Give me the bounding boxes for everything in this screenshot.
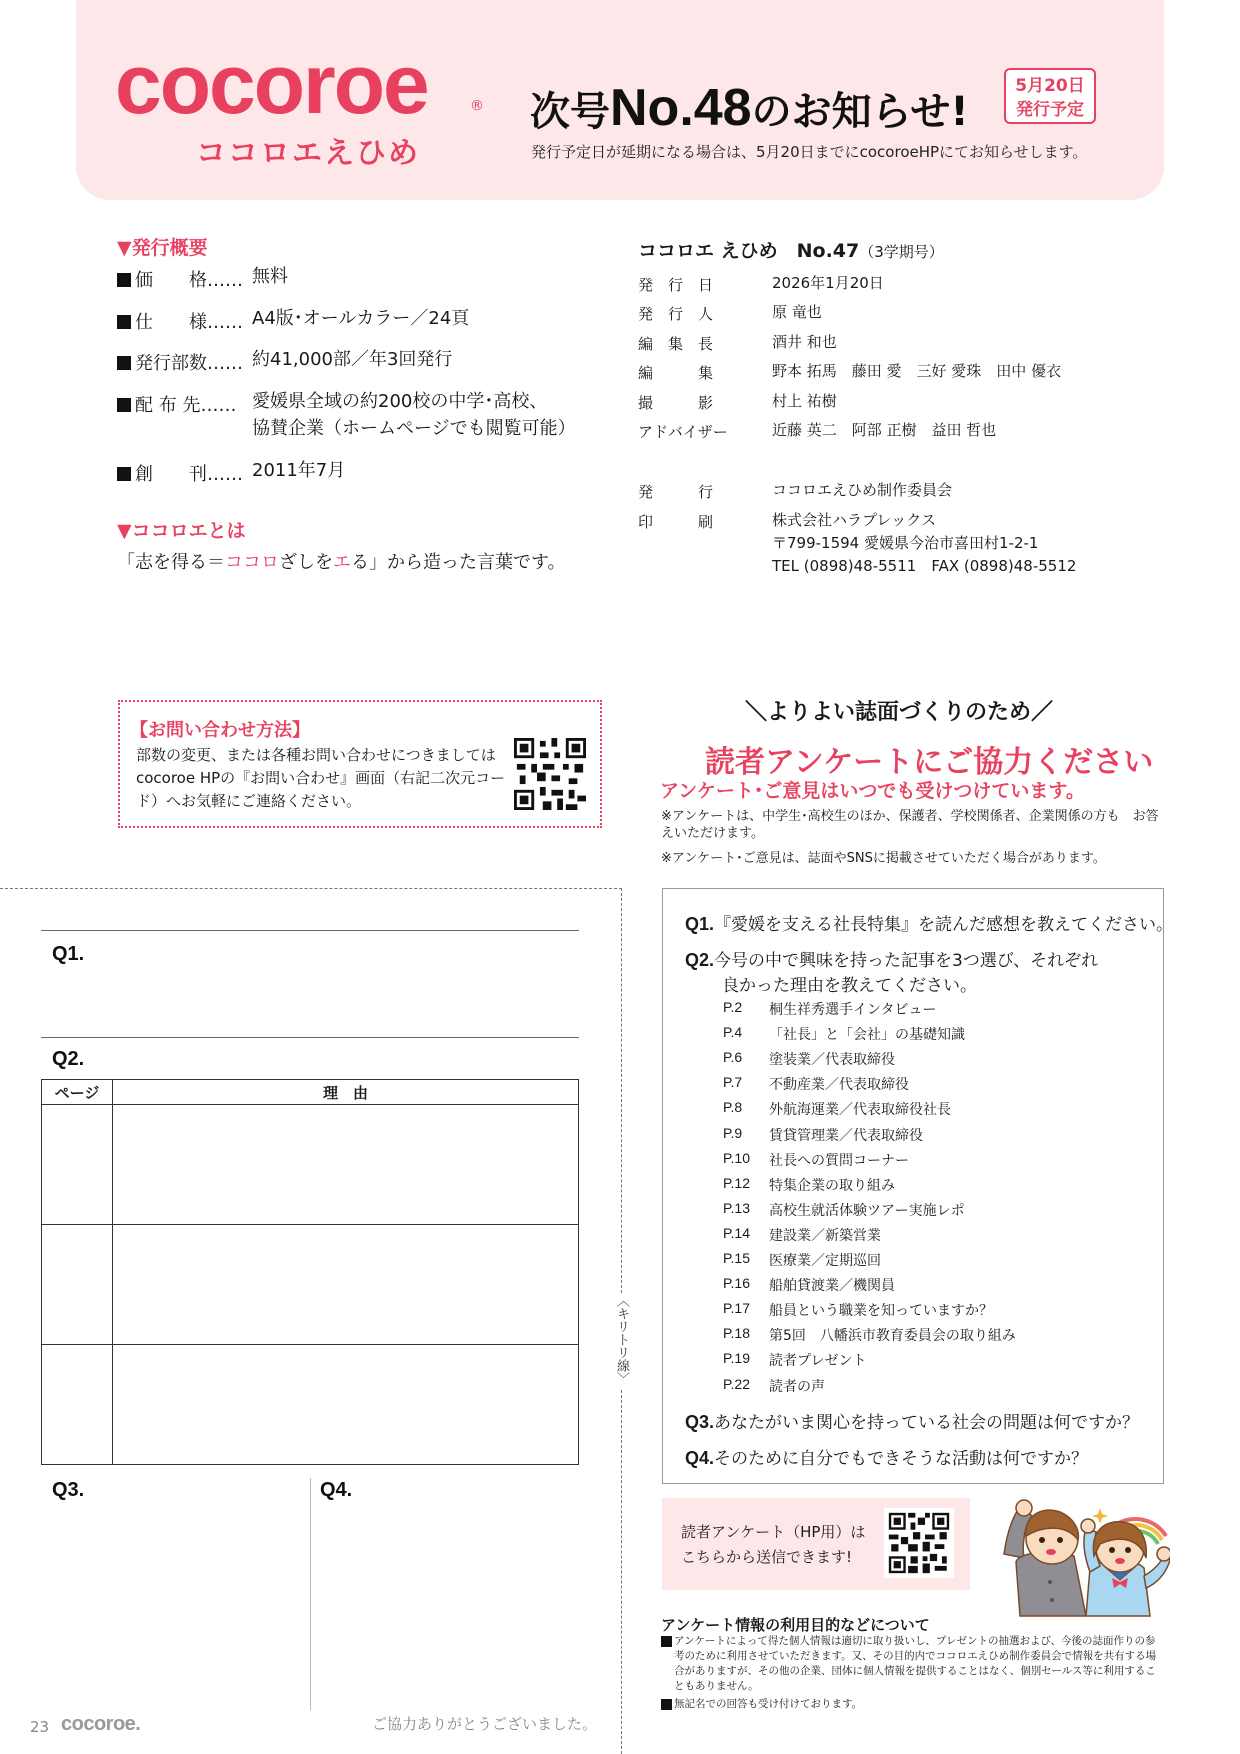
article-page-item [723, 1150, 909, 1170]
overview-heading: ▼発行概要 [117, 237, 208, 259]
overview-value: 無料 [252, 266, 288, 287]
article-title: 読者プレゼント [769, 1353, 867, 1370]
square-bullet-icon [117, 398, 131, 412]
colophon-label: 発 行 [638, 483, 714, 501]
contact-qr-code[interactable] [514, 738, 586, 810]
leader-dots: …… [207, 353, 243, 374]
colophon-title-sub: （3学期号） [859, 243, 944, 261]
colophon-label: 発 行 日 [638, 276, 714, 294]
hp-survey-text [681, 1520, 865, 1570]
leader-dots: …… [200, 395, 237, 416]
colophon-row [638, 274, 884, 295]
colophon-label: 印 刷 [638, 513, 714, 531]
survey-qr-code[interactable] [884, 1508, 954, 1578]
article-page-item [723, 1325, 1016, 1345]
article-title: 塗装業／代表取締役 [769, 1052, 895, 1069]
reason-cell[interactable] [113, 1225, 579, 1345]
next-suffix: のお知らせ! [751, 89, 969, 135]
colophon-row [638, 333, 837, 354]
printer-address: 〒799-1594 愛媛県今治市喜田村1-2-1 [772, 534, 1039, 552]
overview-value: 2011年7月 [252, 460, 346, 481]
motto-highlight: エ [333, 552, 351, 573]
square-bullet-icon [117, 273, 131, 287]
cut-line-vertical [621, 888, 622, 1293]
colophon-row [638, 511, 1076, 578]
colophon-value: 村上 祐樹 [772, 392, 837, 410]
question-text: あなたがいま関心を持っている社会の問題は何ですか？ [714, 1413, 1140, 1433]
overview-row [117, 266, 288, 292]
article-page-number: P.7 [723, 1074, 743, 1091]
registered-mark: ® [470, 98, 484, 114]
square-bullet-icon [117, 467, 131, 481]
privacy-text: アンケートによって得た個人情報は適切に取り扱いし、プレゼントの抽選および、今後の誌面作りの参考のために利用させていただきます。又、その目的内でココロエえひめ制作委員会で情報を共有する場合がありますが、その他の企業、団体に個人情報を提供することはなく、個別セールス等に利用することもありません。 [674, 1635, 1157, 1692]
leader-dots: …… [207, 464, 243, 485]
answer-q4-field[interactable] [318, 1505, 580, 1705]
article-title: 高校生就活体験ツアー実施レポ [769, 1202, 965, 1219]
article-page-item [723, 1376, 825, 1396]
colophon-value: 酒井 和也 [772, 333, 837, 351]
overview-row [117, 460, 345, 486]
article-title: 不動産業／代表取締役 [769, 1077, 909, 1094]
badge-date: 5月20日 [1015, 76, 1085, 96]
survey-title: 読者アンケートにご協力ください [705, 745, 1154, 780]
boy-student [1004, 1500, 1086, 1616]
answer-q1-field[interactable] [41, 960, 579, 1038]
reason-cell[interactable] [113, 1105, 579, 1225]
article-page-item [723, 1250, 881, 1270]
article-page-number: P.18 [723, 1325, 750, 1342]
cut-line-label: 〈キリトリ線〉 [614, 1294, 629, 1385]
article-page-item [723, 1024, 965, 1044]
square-bullet-icon [661, 1636, 672, 1647]
article-title: 「社長」と「会社」の基礎知識 [769, 1027, 965, 1044]
article-page-number: P.14 [723, 1224, 750, 1241]
square-bullet-icon [661, 1699, 672, 1710]
overview-value: A4版･オールカラー／24頁 [252, 308, 470, 329]
article-page-number: P.6 [723, 1049, 743, 1066]
table-header-row [42, 1080, 579, 1105]
motto-part: る」から造った言葉です。 [351, 552, 566, 573]
article-page-item [723, 1125, 923, 1145]
square-bullet-icon [117, 315, 131, 329]
article-page-number: P.22 [723, 1375, 750, 1392]
thanks-message: ご協力ありがとうございました。 [372, 1715, 598, 1733]
answer-q3-field[interactable] [41, 1505, 303, 1705]
survey-note: ※アンケートは、中学生･高校生のほか、保護者、学校関係者、企業関係の方も お答えいただけます。 [661, 809, 1159, 841]
next-issue-title [530, 78, 969, 138]
colophon-value: 野本 拓馬 藤田 愛 三好 愛珠 田中 優衣 [772, 362, 1062, 380]
article-page-item [723, 1049, 895, 1069]
question-text: 『愛媛を支える社長特集』を読んだ感想を教えてください。 [714, 915, 1174, 935]
article-title: 社長への質問コーナー [769, 1152, 909, 1169]
page-cell[interactable] [42, 1105, 113, 1225]
article-title: 外航海運業／代表取締役社長 [769, 1102, 951, 1119]
article-page-number: P.17 [723, 1300, 750, 1317]
article-page-number: P.19 [723, 1350, 750, 1367]
release-date-badge [1004, 68, 1096, 124]
privacy-text: 無記名での回答も受け付けております。 [674, 1698, 863, 1710]
article-page-number: P.4 [723, 1024, 743, 1041]
overview-value-cont: 協賛企業（ホームページでも閲覧可能） [252, 418, 576, 439]
motto-highlight: ココロ [225, 552, 279, 573]
next-issue-note: 発行予定日が延期になる場合は、5月20日までにcocoroeHPにてお知らせします。 [531, 143, 1088, 161]
article-page-item [723, 1275, 895, 1295]
cut-line-horizontal [0, 888, 622, 889]
motto-part: ざしを [279, 552, 333, 573]
next-number: No.48 [610, 79, 752, 137]
question-label: Q2. [685, 950, 715, 970]
colophon-label: 発 行 人 [638, 305, 714, 323]
motto-part: 「志を得る＝ [117, 552, 225, 573]
question-text: そのために自分でもできそうな活動は何ですか？ [714, 1449, 1089, 1469]
article-page-item [723, 999, 936, 1019]
printer-name: 株式会社ハラプレックス [772, 511, 937, 529]
article-page-item [723, 1175, 895, 1195]
students-illustration [994, 1496, 1170, 1618]
col-header-reason: 理 由 [113, 1080, 579, 1105]
next-prefix: 次号 [530, 89, 610, 135]
article-page-number: P.12 [723, 1174, 750, 1191]
page-number: 23 [30, 1718, 50, 1736]
answer-q4-label: Q4. [320, 1479, 353, 1501]
privacy-item [661, 1697, 1166, 1712]
colophon-value: 近藤 英二 阿部 正樹 益田 哲也 [772, 421, 997, 439]
survey-note: ※アンケート･ご意見は、誌面やSNSに掲載させていただく場合があります。 [661, 851, 1106, 866]
colophon-row [638, 303, 822, 324]
form-divider [41, 930, 579, 931]
overview-row [117, 349, 452, 375]
question-label: Q1. [685, 914, 715, 934]
article-page-item [723, 1200, 965, 1220]
answer-q2-label: Q2. [52, 1048, 85, 1070]
question-2 [685, 946, 1098, 971]
hp-line: 読者アンケート（HP用）は [681, 1523, 866, 1541]
survey-lead: ＼よりよい誌面づくりのため／ [745, 700, 1054, 725]
overview-value: 愛媛県全域の約200校の中学･高校、 [252, 391, 548, 412]
colophon-row [638, 392, 837, 413]
overview-label: 仕 様 [135, 312, 207, 333]
article-title: 医療業／定期巡回 [769, 1253, 881, 1269]
article-page-item [723, 1099, 951, 1119]
article-title: 建設業／新築営業 [769, 1227, 881, 1244]
article-page-item [723, 1350, 866, 1370]
survey-subtitle: アンケート･ご意見はいつでも受けつけています。 [660, 780, 1085, 802]
form-divider [41, 1037, 579, 1038]
colophon-row [638, 421, 996, 442]
cut-line-vertical [621, 1390, 622, 1754]
table-row [42, 1105, 579, 1225]
about-heading: ▼ココロエとは [117, 520, 246, 542]
square-bullet-icon [117, 356, 131, 370]
answer-q3-label: Q3. [52, 1479, 85, 1501]
overview-value: 約41,000部／年3回発行 [252, 349, 453, 370]
article-page-number: P.15 [723, 1250, 750, 1266]
contact-title: 【お問い合わせ方法】 [130, 720, 310, 741]
printer-phone: TEL (0898)48-5511 FAX (0898)48-5512 [772, 557, 1077, 575]
article-page-item [723, 1074, 909, 1094]
page-cell[interactable] [42, 1225, 113, 1345]
overview-label: 価 格 [135, 270, 207, 291]
colophon-title [638, 236, 944, 263]
article-title: 第5回 八幡浜市教育委員会の取り組み [769, 1328, 1016, 1345]
article-title: 読者の声 [769, 1378, 825, 1395]
article-title: 桐生祥秀選手インタビュー [769, 1002, 937, 1018]
privacy-title: アンケート情報の利用目的などについて [661, 1616, 930, 1634]
footer-logo: cocoroe. [61, 1713, 141, 1735]
article-title: 特集企業の取り組み [769, 1177, 895, 1194]
article-page-number: P.8 [723, 1099, 743, 1116]
hp-line: こちらから送信できます! [681, 1548, 853, 1566]
answer-q2-table [41, 1079, 579, 1465]
col-header-page: ページ [42, 1080, 113, 1105]
table-row [42, 1225, 579, 1345]
colophon-row [638, 481, 952, 502]
overview-label: 配 布 先 [135, 395, 201, 416]
question-2-cont: 良かった理由を教えてください。 [722, 976, 977, 996]
table-row [42, 1345, 579, 1465]
cocoroe-logo: cocoroe [115, 37, 428, 131]
reason-cell[interactable] [113, 1345, 579, 1465]
question-label: Q4. [685, 1448, 715, 1468]
colophon-row [638, 362, 1061, 383]
colophon-value: 原 竜也 [772, 303, 822, 321]
badge-label: 発行予定 [1016, 100, 1084, 120]
overview-row [117, 391, 576, 442]
leader-dots: …… [207, 312, 243, 333]
question-3 [685, 1408, 1139, 1433]
colophon-label: アドバイザー [638, 423, 728, 441]
colophon-label: 撮 影 [638, 394, 714, 412]
article-page-number: P.2 [723, 999, 743, 1015]
article-title: 賃貸管理業／代表取締役 [769, 1127, 923, 1144]
colophon-label: 編 集 長 [638, 335, 714, 353]
article-page-item [723, 1300, 993, 1320]
privacy-item [661, 1634, 1166, 1694]
colophon-value: ココロエえひめ制作委員会 [772, 481, 953, 499]
leader-dots: …… [207, 270, 243, 291]
question-label: Q3. [685, 1412, 715, 1432]
page-cell[interactable] [42, 1345, 113, 1465]
article-page-number: P.9 [723, 1124, 743, 1141]
question-text: 今号の中で興味を持った記事を3つ選び、それぞれ [714, 951, 1099, 971]
question-1 [685, 910, 1173, 935]
colophon-title-main: ココロエ えひめ No.47 [638, 240, 860, 262]
contact-text: 部数の変更、または各種お問い合わせにつきましてはcocoroe HPの『お問い合わせ』画面（右記二次元コード）へお気軽にご連絡ください。 [136, 746, 506, 810]
article-title: 船員という職業を知っていますか？ [769, 1303, 993, 1320]
colophon-label: 編 集 [638, 364, 714, 382]
article-page-number: P.10 [723, 1149, 750, 1166]
question-4 [685, 1444, 1088, 1469]
article-page-number: P.16 [723, 1275, 750, 1292]
q3-q4-divider [310, 1478, 311, 1710]
logo-subtitle: ココロエえひめ [196, 136, 420, 171]
article-page-number: P.13 [723, 1199, 750, 1216]
overview-label: 発行部数 [135, 353, 207, 374]
about-motto [117, 548, 566, 574]
article-page-item [723, 1225, 881, 1245]
answer-q1-label: Q1. [52, 943, 85, 965]
article-title: 船舶貸渡業／機関員 [769, 1278, 895, 1295]
overview-row [117, 308, 469, 334]
colophon-value: 2026年1月20日 [772, 274, 884, 292]
overview-label: 創 刊 [135, 464, 207, 485]
